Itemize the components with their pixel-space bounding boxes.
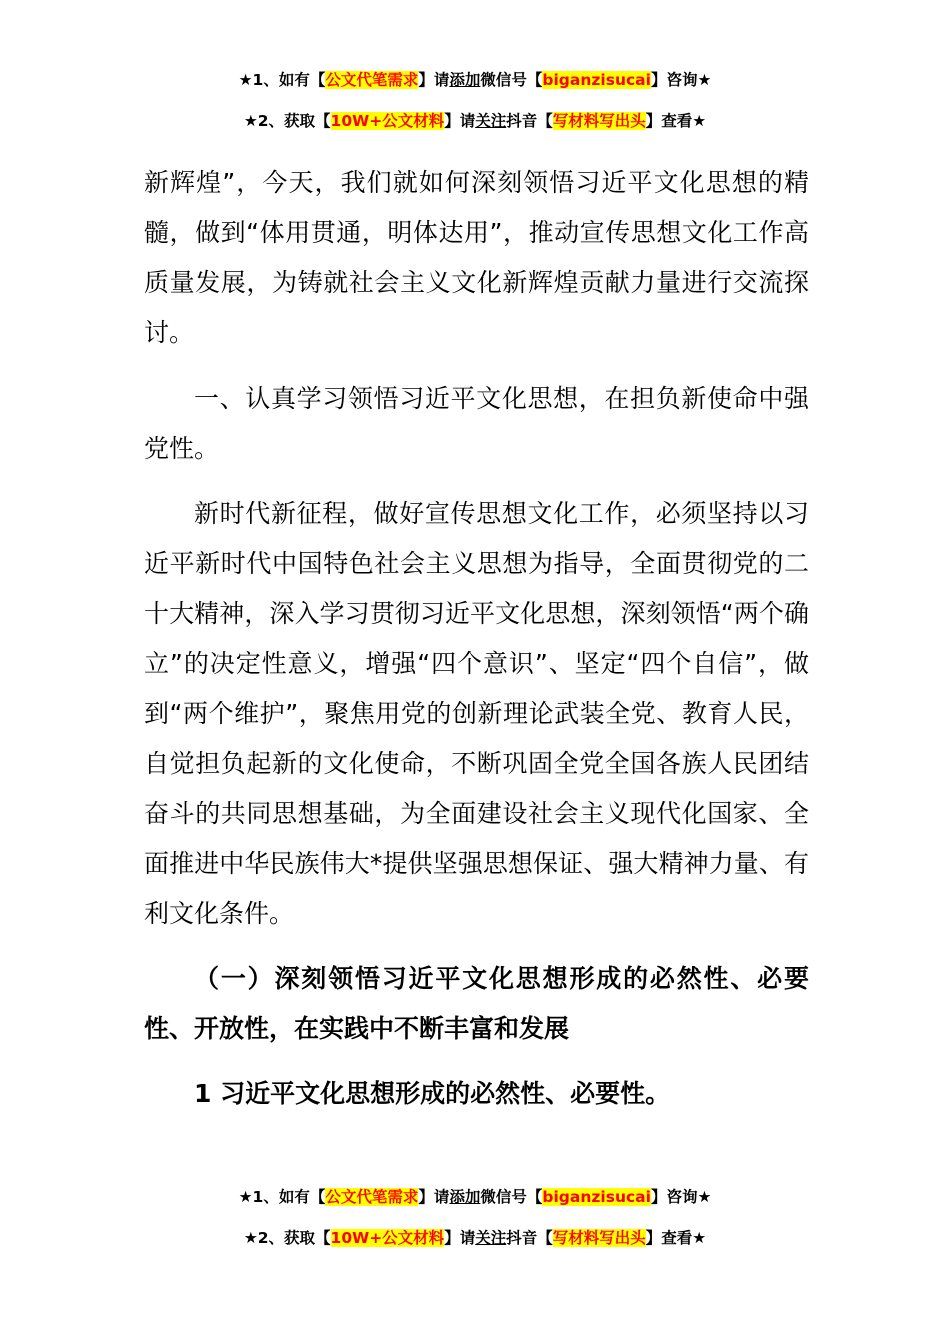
- banner-highlight: 10W+公文材料: [330, 1229, 445, 1247]
- footer-banner-line1: [0, 1187, 950, 1207]
- banner-wechat-id: biganzisucai: [542, 71, 651, 89]
- banner-highlight: 10W+公文材料: [330, 112, 445, 130]
- banner-text: 】请: [418, 71, 450, 89]
- banner-text: 】请: [418, 1188, 450, 1206]
- banner-douyin-id: 写材料写出头: [552, 1229, 646, 1247]
- banner-underlined-text: 关注: [475, 1229, 507, 1247]
- banner-text: 】请: [444, 1229, 476, 1247]
- banner-text: 】请: [444, 112, 476, 130]
- banner-text: 抖音【: [506, 112, 553, 130]
- document-body: [144, 158, 809, 1119]
- banner-prefix: ★1、如有【: [238, 1188, 326, 1206]
- banner-prefix: ★1、如有【: [238, 71, 326, 89]
- banner-suffix: 】查看★: [645, 1229, 707, 1247]
- paragraph-main: 新时代新征程，做好宣传思想文化工作，必须坚持以习近平新时代中国特色社会主义思想为指导，全面贯彻党的二十大精神，深入学习贯彻习近平文化思想，深刻领悟“两个确立”的决定性意义，增强“四个意识”、坚定“四个自信”，做到“两个维护”，聚焦用党的创新理论武装全党、教育人民，自觉担负起新的文化使命，不断巩固全党全国各族人民团结奋斗的共同思想基础，为全面建设社会主义现代化国家、全面推进中华民族伟大*提供坚强思想保证、强大精神力量、有利文化条件。: [144, 499, 809, 928]
- footer-banner-line2: [0, 1228, 950, 1248]
- item-heading: 1 习近平文化思想形成的必然性、必要性。: [194, 1079, 671, 1108]
- banner-underlined-text: 添加: [449, 71, 481, 89]
- banner-text: 微信号【: [480, 1188, 543, 1206]
- banner-text: 微信号【: [480, 71, 543, 89]
- banner-suffix: 】咨询★: [650, 71, 712, 89]
- paragraph-intro: 新辉煌”，今天，我们就如何深刻领悟习近平文化思想的精髓，做到“体用贯通，明体达用”，推动宣传思想文化工作高质量发展，为铸就社会主义文化新辉煌贡献力量进行交流探讨。: [144, 168, 809, 347]
- header-banner-line2: [0, 111, 950, 131]
- banner-suffix: 】查看★: [645, 112, 707, 130]
- banner-underlined-text: 关注: [475, 112, 507, 130]
- subsection-heading: （一）深刻领悟习近平文化思想形成的必然性、必要性、开放性，在实践中不断丰富和发展: [144, 964, 809, 1043]
- section-heading-1: 一、认真学习领悟习近平文化思想，在担负新使命中强党性。: [144, 384, 809, 463]
- banner-prefix: ★2、获取【: [243, 1229, 331, 1247]
- header-banner-line1: [0, 70, 950, 90]
- banner-text: 抖音【: [506, 1229, 553, 1247]
- banner-suffix: 】咨询★: [650, 1188, 712, 1206]
- banner-douyin-id: 写材料写出头: [552, 112, 646, 130]
- banner-highlight: 公文代笔需求: [325, 1188, 419, 1206]
- banner-prefix: ★2、获取【: [243, 112, 331, 130]
- banner-highlight: 公文代笔需求: [325, 71, 419, 89]
- banner-wechat-id: biganzisucai: [542, 1188, 651, 1206]
- banner-underlined-text: 添加: [449, 1188, 481, 1206]
